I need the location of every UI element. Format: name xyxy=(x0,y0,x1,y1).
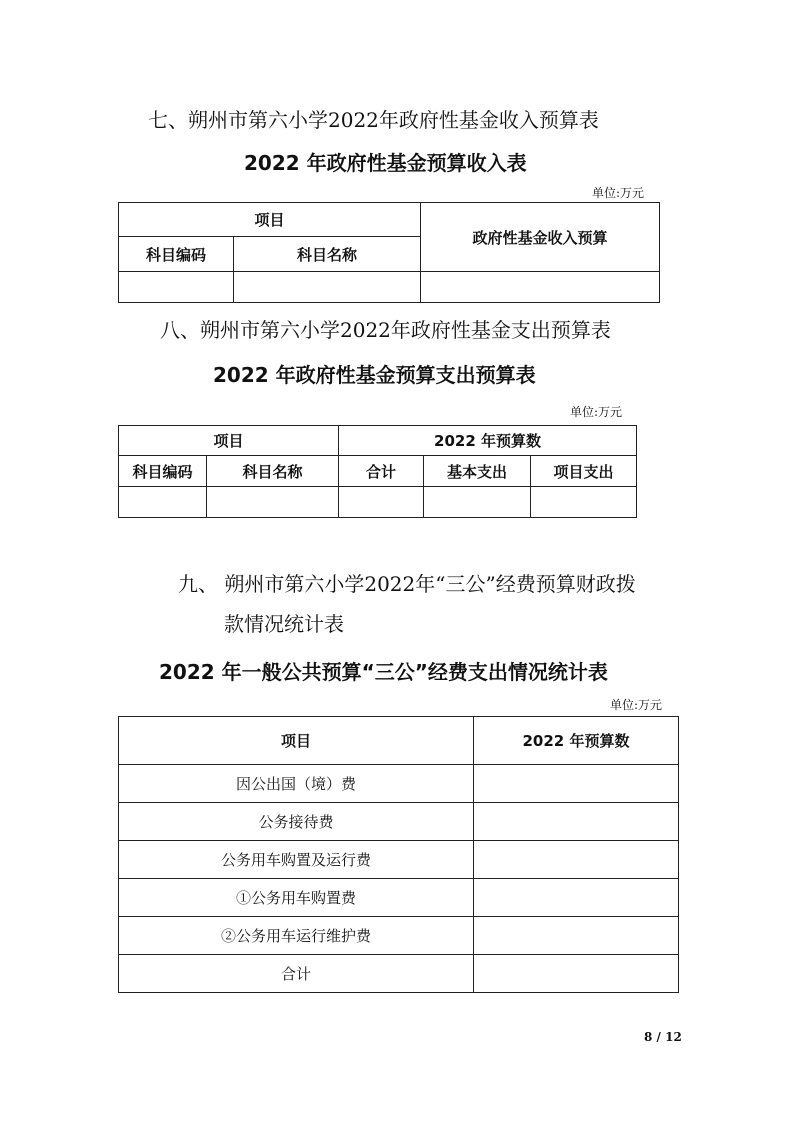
section-7-heading: 七、朔州市第六小学2022年政府性基金收入预算表 xyxy=(148,108,599,132)
header-code: 科目编码 xyxy=(119,237,234,272)
section-8-unit: 单位:万元 xyxy=(570,405,623,419)
header-revenue-budget: 政府性基金收入预算 xyxy=(421,203,660,272)
header-name: 科目名称 xyxy=(234,237,421,272)
section-9-unit: 单位:万元 xyxy=(610,698,663,712)
three-public-expenses-table xyxy=(118,716,679,993)
header-total: 合计 xyxy=(339,456,424,487)
row-value xyxy=(474,765,679,803)
expenditure-budget-table xyxy=(118,425,637,518)
row-label: 公务用车购置及运行费 xyxy=(119,841,474,879)
header-name: 科目名称 xyxy=(207,456,339,487)
section-9-table-title: 2022 年一般公共预算“三公”经费支出情况统计表 xyxy=(159,660,608,684)
row-label: 合计 xyxy=(119,955,474,993)
header-project: 项目 xyxy=(119,203,421,237)
row-label: 公务接待费 xyxy=(119,803,474,841)
section-8-table-title: 2022 年政府性基金预算支出预算表 xyxy=(213,363,536,387)
header-budget-year: 2022 年预算数 xyxy=(339,426,637,456)
header-code: 科目编码 xyxy=(119,456,207,487)
row-label: 因公出国（境）费 xyxy=(119,765,474,803)
row-label: ①公务用车购置费 xyxy=(119,879,474,917)
section-9-heading-line1: 九、 朔州市第六小学2022年“三公”经费预算财政拨 xyxy=(178,572,636,596)
table-cell xyxy=(424,487,531,518)
row-value xyxy=(474,879,679,917)
table-cell xyxy=(421,272,660,303)
table-cell xyxy=(339,487,424,518)
row-value xyxy=(474,955,679,993)
section-9-heading-line2: 款情况统计表 xyxy=(224,612,344,636)
table-cell xyxy=(531,487,637,518)
section-7-unit: 单位:万元 xyxy=(592,186,645,200)
header-project: 项目 xyxy=(119,717,474,765)
row-label: ②公务用车运行维护费 xyxy=(119,917,474,955)
header-project: 项目 xyxy=(119,426,339,456)
header-basic-expenditure: 基本支出 xyxy=(424,456,531,487)
row-value xyxy=(474,803,679,841)
table-cell xyxy=(119,272,234,303)
row-value xyxy=(474,841,679,879)
section-8-heading: 八、朔州市第六小学2022年政府性基金支出预算表 xyxy=(160,318,611,342)
header-budget-year: 2022 年预算数 xyxy=(474,717,679,765)
table-cell xyxy=(234,272,421,303)
revenue-budget-table xyxy=(118,202,660,303)
section-7-table-title: 2022 年政府性基金预算收入表 xyxy=(244,151,527,175)
table-cell xyxy=(207,487,339,518)
header-project-expenditure: 项目支出 xyxy=(531,456,637,487)
table-cell xyxy=(119,487,207,518)
row-value xyxy=(474,917,679,955)
page-number: 8 / 12 xyxy=(644,1030,682,1044)
